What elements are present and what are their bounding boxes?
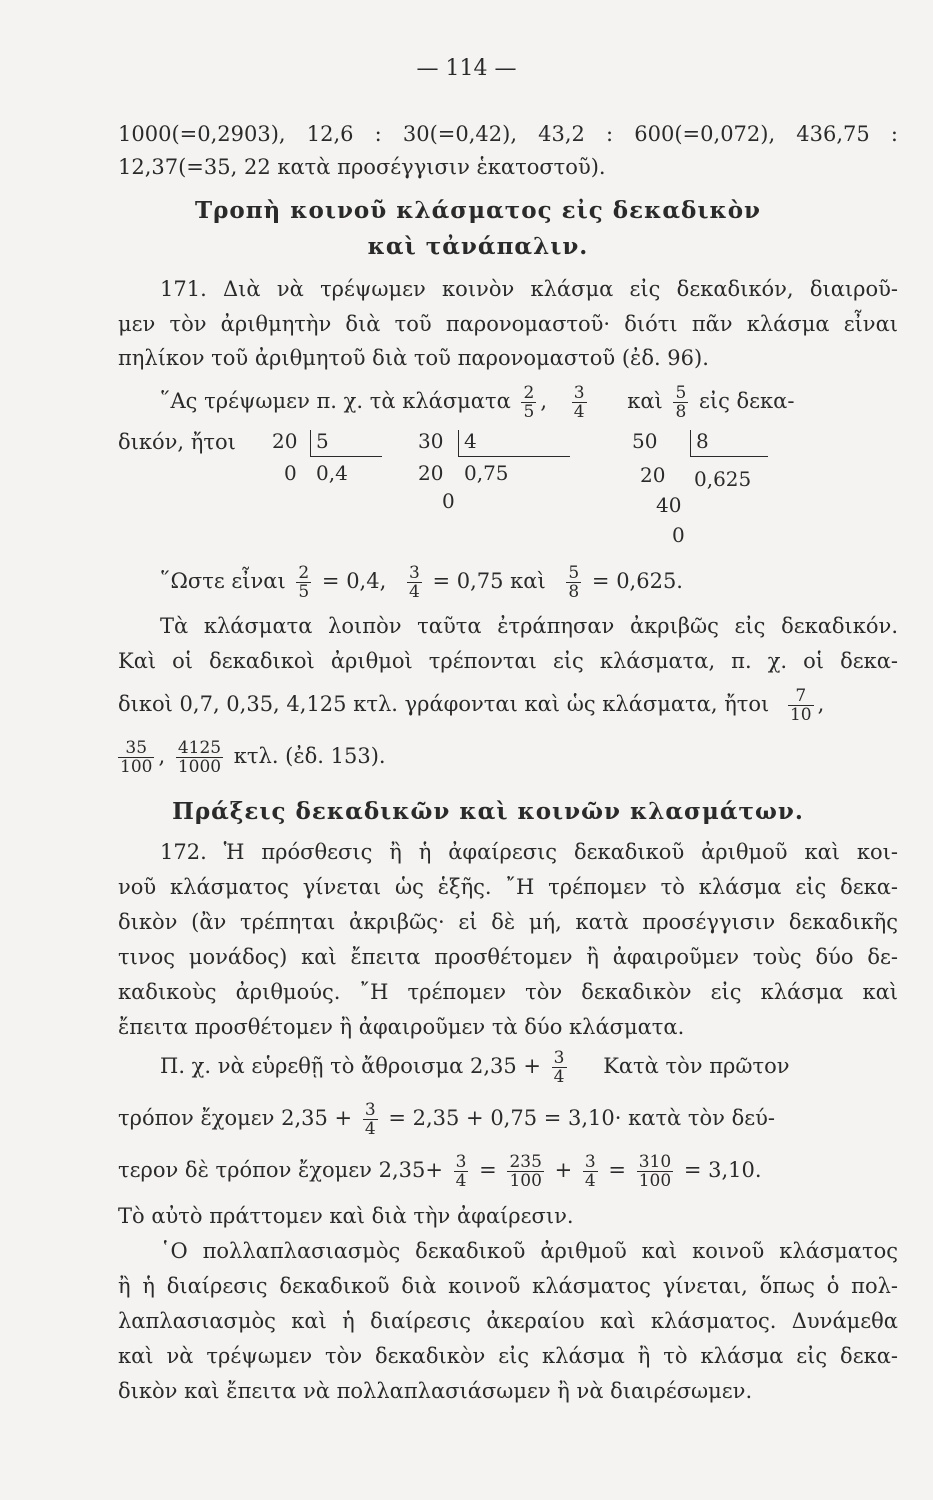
division-bar [310,430,311,456]
numerator: 5 [568,563,580,583]
text-line: ἔπειτα προσθέτομεν ἢ ἀφαιροῦμεν τὰ δύο κλάσματα. [118,1015,685,1039]
text-span: Κατὰ τὸν πρῶτον [603,1054,790,1078]
text-line: 172. Ἡ πρόσθεσις ἢ ἡ ἀφαίρεσις δεκαδικοῦ ἀριθμοῦ καὶ κοι- [160,840,898,864]
text-line: νοῦ κλάσματος γίνεται ὡς ἑξῆς. ῎Η τρέπομεν τὸ κλάσμα εἰς δεκα- [118,875,898,899]
numerator: 5 [675,383,687,403]
text-line [118,734,898,778]
text-span: κτλ. (ἐδ. 153). [233,744,386,768]
example-text: εἰς δεκα- [698,389,795,413]
denominator: 1000 [177,757,222,777]
denominator: 8 [568,582,580,602]
text-span: = 3,10. [683,1158,762,1182]
text-line: Καὶ οἱ δεκαδικοὶ ἀριθμοὶ τρέπονται εἰς κλάσματα, π. χ. οἱ δεκα- [118,649,898,673]
denominator: 5 [523,402,535,422]
long-division-2 [418,428,578,518]
denominator: 4 [553,1067,565,1087]
text-line [118,682,898,726]
denominator: 5 [298,582,310,602]
page-number: — 114 — [416,56,517,81]
text-line: δικὸν καὶ ἔπειτα νὰ πολλαπλασιάσωμεν ἢ νὰ διαιρέσωμεν. [118,1379,753,1403]
remainder: 0 [284,461,297,485]
fraction-5-8 [566,564,581,601]
text-line: καδικοὺς ἀριθμούς. ῎Η τρέπομεν τὸν δεκαδικὸν εἰς κλάσμα καὶ [118,980,898,1004]
separator: , [540,389,547,413]
remainder: 20 [418,461,444,485]
denominator: 100 [638,1171,672,1191]
result-text: ῞Ωστε εἶναι [160,569,286,593]
fraction-3-4 [572,384,587,421]
numerator: 3 [364,1100,376,1120]
text-line: μεν τὸν ἀριθμητὴν διὰ τοῦ παρονομαστοῦ· διότι πᾶν κλάσμα εἶναι [118,312,898,336]
text-line: 171. Διὰ νὰ τρέψωμεν κοινὸν κλάσμα εἰς δεκαδικόν, διαιροῦ- [160,277,898,301]
division-bar [458,430,459,456]
denominator: 10 [789,705,812,725]
numerator: 35 [118,739,154,758]
numerator: 235 [509,1152,542,1172]
fraction-310-100 [637,1153,673,1190]
denominator: 4 [584,1171,596,1191]
text-line: 1000(=0,2903), 12,6 : 30(=0,42), 43,2 : 600(=0,072), 436,75 : [118,122,898,146]
fraction-3-4 [454,1153,469,1190]
result-line [160,558,898,604]
example-line [160,378,898,424]
numerator: 7 [788,687,814,706]
example-text: καὶ [627,389,663,413]
text-line: καὶ νὰ τρέψωμεν τὸν δεκαδικὸν εἰς κλάσμα ἢ τὸ κλάσμα εἰς δεκα- [118,1344,898,1368]
section-title: καὶ τἀνάπαλιν. [367,233,589,260]
fraction-2-5 [521,384,536,421]
example-line [160,1042,898,1090]
remainder: 0 [442,489,455,513]
division-line [458,456,570,457]
long-division-1 [272,428,392,488]
text-line: Τὰ κλάσματα λοιπὸν ταῦτα ἐτράπησαν ἀκριβῶς εἰς δεκαδικόν. [160,614,898,638]
text-line: δικόν, ἤτοι [118,430,236,454]
fraction-3-4 [552,1049,567,1086]
section-title: Τροπὴ κοινοῦ κλάσματος εἰς δεκαδικὸν [194,197,762,224]
remainder: 20 [640,463,666,487]
numerator: 3 [584,1152,596,1172]
numerator: 3 [573,383,585,403]
dividend: 30 [418,429,444,453]
numerator: 310 [638,1152,672,1172]
text-line: 12,37(=35, 22 κατὰ προσέγγισιν ἑκατοστοῦ). [118,155,606,179]
result-text: = 0,4, [321,569,387,593]
denominator: 100 [509,1171,542,1191]
quotient: 0,625 [694,467,752,491]
result-text: = 0,625. [591,569,683,593]
equals-sign: = [608,1158,627,1182]
remainder: 40 [656,493,682,517]
example-line [118,1146,898,1194]
numerator: 4125 [177,738,222,758]
separator: , [817,692,825,716]
text-line: δικὸν (ἂν τρέπηται ἀκριβῶς· εἰ δὲ μή, κατὰ προσέγγισιν δεκαδικῆς [118,910,898,934]
fraction-3-4 [407,564,422,601]
text-line: Τὸ αὐτὸ πράττομεν καὶ διὰ τὴν ἀφαίρεσιν. [118,1204,574,1228]
example-line [118,1094,898,1142]
denominator: 8 [675,402,687,422]
text-line: ἢ ἡ διαίρεσις δεκαδικοῦ διὰ κοινοῦ κλάσματος γίνεται, ὅπως ὁ πολ- [118,1274,898,1298]
long-division-3 [632,428,782,558]
result-text: = 0,75 καὶ [432,569,546,593]
numerator: 2 [298,563,310,583]
fraction-4125-1000 [176,739,223,776]
example-text: ῞Ας τρέψωμεν π. χ. τὰ κλάσματα [160,389,511,413]
fraction-3-4 [583,1153,598,1190]
text-line: πηλίκον τοῦ ἀριθμητοῦ διὰ τοῦ παρονομαστοῦ (ἐδ. 96). [118,346,709,370]
fraction-7-10 [788,687,814,724]
divisor: 8 [696,429,709,453]
text-line: τινος μονάδος) καὶ ἔπειτα προσθέτομεν ἢ ἀφαιροῦμεν τοὺς δύο δε- [118,945,898,969]
denominator: 4 [408,582,420,602]
quotient: 0,4 [316,461,348,485]
separator: , [158,744,166,768]
numerator: 3 [553,1048,565,1068]
denominator: 4 [573,402,585,422]
numerator: 2 [523,383,535,403]
division-line [690,456,768,457]
fraction-35-100 [118,739,154,776]
remainder: 0 [672,523,685,547]
divisor: 5 [316,429,329,453]
text-span: τερον δὲ τρόπον ἔχομεν 2,35+ [118,1158,443,1182]
text-line: λαπλασιασμὸς καὶ ἡ διαίρεσις ἀκεραίου καὶ κλάσματος. Δυνάμεθα [118,1309,898,1333]
fraction-2-5 [296,564,311,601]
fraction-235-100 [507,1153,543,1190]
dividend: 20 [272,429,298,453]
denominator: 4 [455,1171,467,1191]
text-span: Π. χ. νὰ εὑρεθῇ τὸ ἄθροισμα 2,35 + [160,1054,541,1078]
denominator: 100 [120,757,153,777]
division-bar [690,430,691,456]
numerator: 3 [408,563,420,583]
divisor: 4 [464,429,477,453]
numerator: 3 [455,1152,467,1172]
text-line: ῾Ο πολλαπλασιασμὸς δεκαδικοῦ ἀριθμοῦ καὶ κοινοῦ κλάσματος [160,1239,898,1263]
section-title: Πράξεις δεκαδικῶν καὶ κοινῶν κλασμάτων. [172,798,804,825]
quotient: 0,75 [464,461,509,485]
division-line [310,456,382,457]
dividend: 50 [632,429,658,453]
text-span: τρόπον ἔχομεν 2,35 + [118,1106,353,1130]
text-span: δικοὶ 0,7, 0,35, 4,125 κτλ. γράφονται καὶ ὡς κλάσματα, ἤτοι [118,692,770,716]
denominator: 4 [364,1119,376,1139]
fraction-3-4 [363,1101,378,1138]
plus-sign: + [554,1158,573,1182]
equals-sign: = [479,1158,497,1182]
text-span: = 2,35 + 0,75 = 3,10· κατὰ τὸν δεύ- [388,1106,775,1130]
fraction-5-8 [673,384,688,421]
